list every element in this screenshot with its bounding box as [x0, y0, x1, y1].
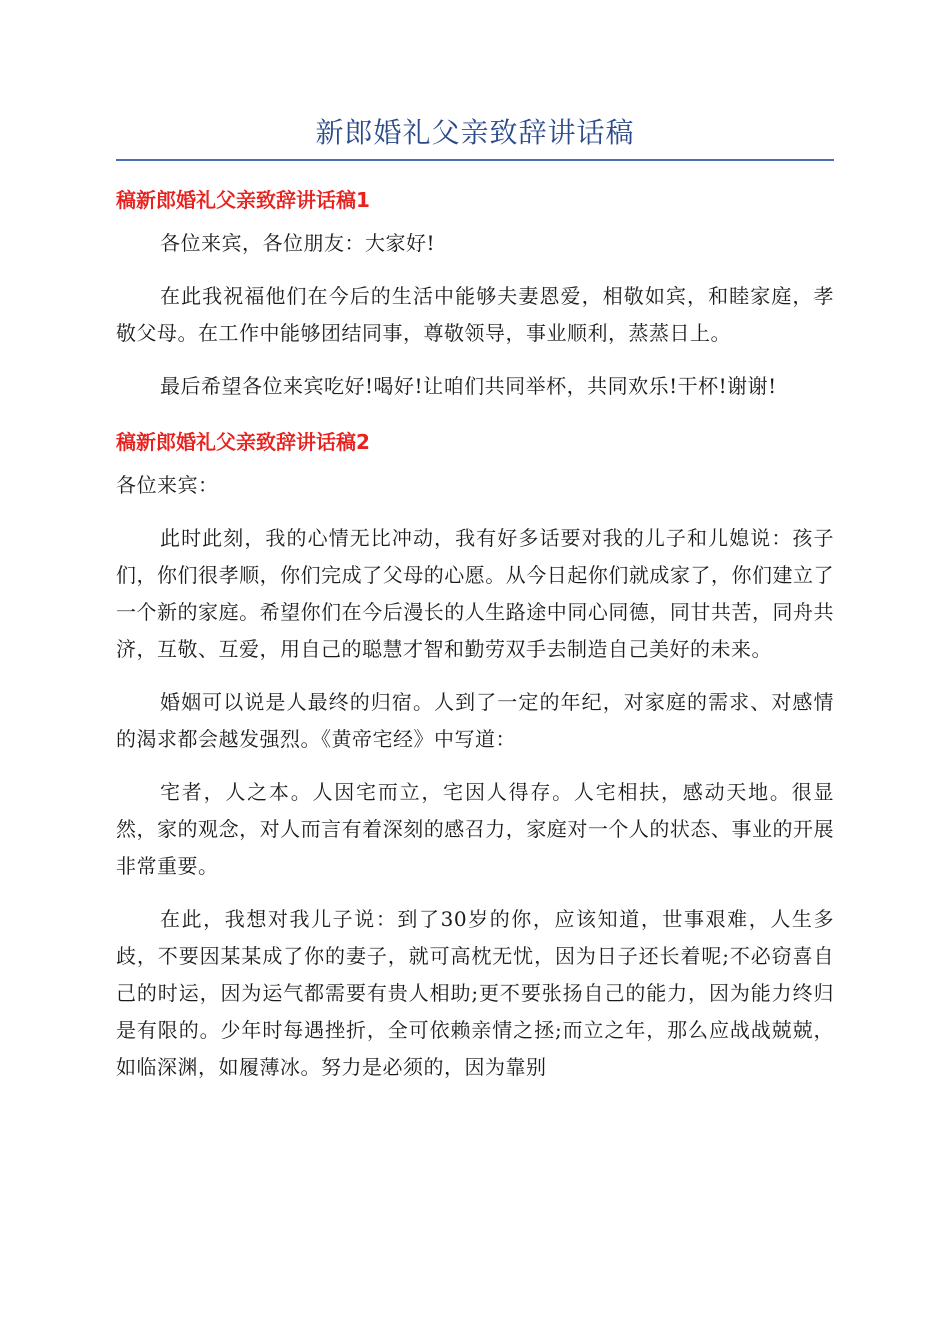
paragraph-advice-to-son: 在此，我想对我儿子说：到了30岁的你，应该知道，世事艰难，人生多歧，不要因某某成了你的妻子，就可高枕无忧，因为日子还长着呢;不必窃喜自己的时运，因为运气都需要有贵人相助;更不要张扬自己的能力，因为能力终归是有限的。少年时每遇挫折，全可依赖亲情之拯;而立之年，那么应战战兢兢，如临深渊，如履薄冰。努力是必须的，因为靠别 — [116, 907, 834, 1079]
document-title: 新郎婚礼父亲致辞讲话稿 — [315, 116, 635, 149]
document-page — [116, 0, 834, 1086]
section-heading-1: 稿新郎婚礼父亲致辞讲话稿1 — [116, 188, 370, 212]
paragraph-marriage: 婚姻可以说是人最终的归宿。人到了一定的年纪，对家庭的需求、对感情的渴求都会越发强烈。《黄帝宅经》中写道： — [116, 690, 834, 751]
section-heading-2: 稿新郎婚礼父亲致辞讲话稿2 — [116, 430, 370, 454]
paragraph-salutation: 各位来宾： — [116, 473, 219, 497]
title-underline — [116, 159, 834, 161]
paragraph-greeting: 各位来宾，各位朋友：大家好! — [160, 231, 436, 255]
paragraph-toast: 最后希望各位来宾吃好!喝好!让咱们共同举杯，共同欢乐!干杯!谢谢! — [160, 374, 777, 398]
paragraph-quote: 宅者，人之本。人因宅而立，宅因人得存。人宅相扶，感动天地。很显然，家的观念，对人而言有着深刻的感召力，家庭对一个人的状态、事业的开展非常重要。 — [116, 780, 834, 878]
paragraph-message-to-children: 此时此刻，我的心情无比冲动，我有好多话要对我的儿子和儿媳说：孩子们，你们很孝顺，你们完成了父母的心愿。从今日起你们就成家了，你们建立了一个新的家庭。希望你们在今后漫长的人生路途中同心同德，同甘共苦，同舟共济，互敬、互爱，用自己的聪慧才智和勤劳双手去制造自己美好的未来。 — [116, 526, 834, 661]
paragraph-blessing: 在此我祝福他们在今后的生活中能够夫妻恩爱，相敬如宾，和睦家庭，孝敬父母。在工作中能够团结同事，尊敬领导，事业顺利，蒸蒸日上。 — [116, 284, 834, 345]
